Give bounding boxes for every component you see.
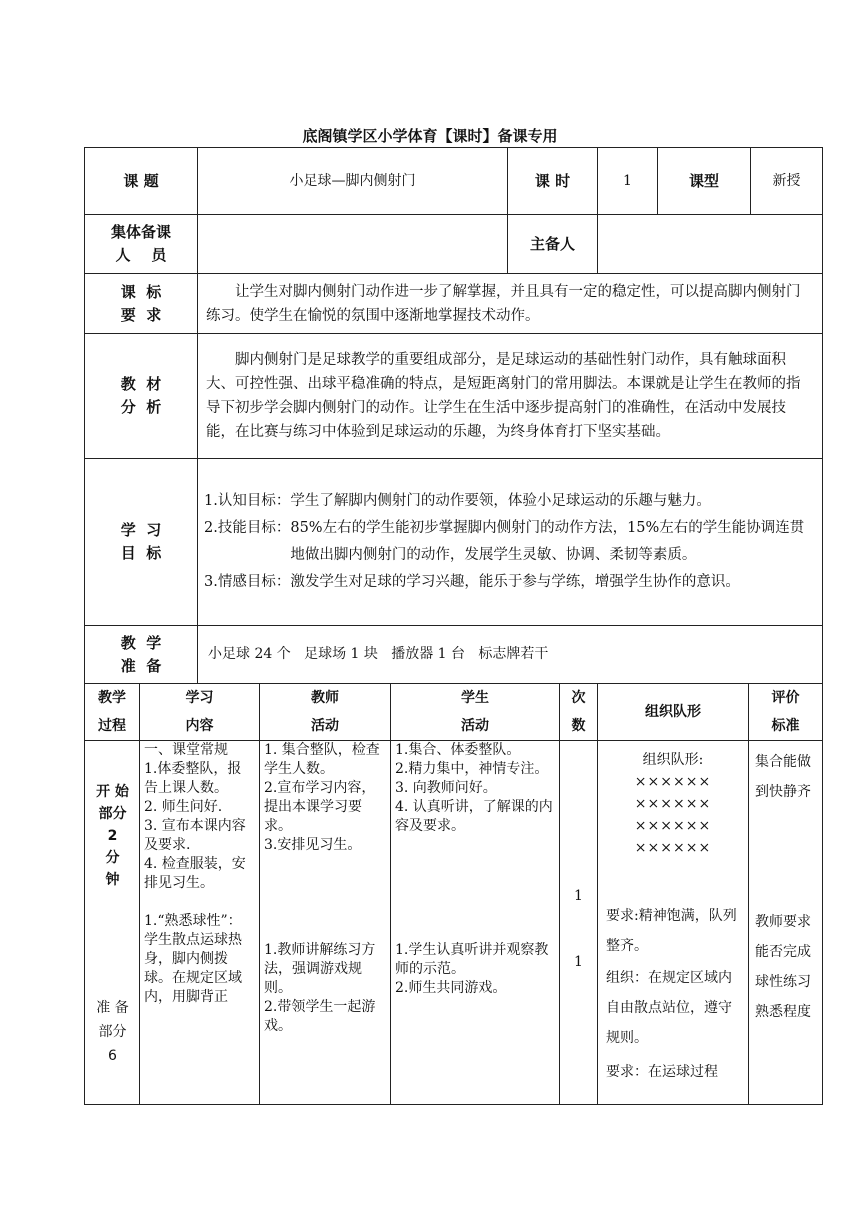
formation-row: ×××××× — [634, 818, 712, 834]
formation-cell — [598, 741, 749, 1105]
stage-start: 开 始 部分 2 分 钟 — [96, 784, 129, 888]
hours-label: 课 时 — [508, 148, 598, 215]
teacher-cell — [260, 741, 391, 1105]
goal-label: 3.情感目标： — [204, 574, 291, 590]
goals-list — [198, 459, 823, 626]
topic-value: 小足球—脚内侧射门 — [198, 148, 508, 215]
formation-diagram — [598, 749, 748, 859]
eval-criteria-2: 教师要求能否完成球性练习熟悉程度 — [755, 914, 811, 1020]
hours-value: 1 — [598, 148, 658, 215]
formation-row: ×××××× — [634, 774, 712, 790]
requirements-text: 让学生对脚内侧射门动作进一步了解掌握，并且具有一定的稳定性，可以提高脚内侧射门练习。使学生在愉悦的氛围中逐渐地掌握技术动作。 — [198, 274, 823, 334]
goal-text: 激发学生对足球的学习兴趣，能乐于参与学练，增强学生协作的意识。 — [290, 574, 740, 590]
eval-criteria-1: 集合能做到快静齐 — [755, 754, 811, 800]
analysis-label — [85, 334, 198, 459]
student-cell — [391, 741, 560, 1105]
prep-label-line-2: 准 备 — [120, 656, 162, 675]
header-formation: 组织队形 — [598, 684, 749, 741]
analysis-label-line-1: 教 材 — [120, 375, 162, 393]
content-cell: 一、课堂常规 1.体委整队，报告上课人数。 2. 师生问好. 3. 宣布本课内容及要求. 4. 检查服装，安排见习生。 1.“熟悉球性”：学生散点运球热身，脚内侧拨球。在规定区域内，用脚背正 — [140, 741, 260, 1105]
requirements-label — [85, 274, 198, 334]
goal-text: 学生了解脚内侧射门的动作要领，体验小足球运动的乐趣与魅力。 — [290, 493, 711, 509]
prep-label — [85, 626, 198, 684]
count-cell — [560, 741, 598, 1105]
formation-requirement: 要求:精神饱满，队列整齐。 — [606, 908, 737, 954]
lesson-process-table — [84, 683, 823, 1105]
formation-row: ×××××× — [634, 796, 712, 812]
prep-text: 小足球 24 个 足球场 1 块 播放器 1 台 标志牌若干 — [198, 626, 823, 684]
header-content: 学习 内容 — [140, 684, 260, 741]
stage-warmup: 准 备 部分 6 — [96, 1000, 129, 1064]
goal-item — [198, 515, 822, 569]
student-activity-2: 1.学生认真听讲并观察教师的示范。 2.师生共同游戏。 — [395, 942, 549, 996]
goal-item — [198, 488, 822, 515]
formation-title: 组织队形: — [642, 752, 704, 768]
page-title: 底阁镇学区小学体育【课时】备课专用 — [302, 127, 558, 145]
count-value: 1 — [574, 954, 583, 970]
teacher-activity-2: 1.教师讲解练习方法，强调游戏规则。 2.带领学生一起游戏。 — [264, 942, 376, 1034]
goals-label-line-1: 学 习 — [120, 521, 162, 539]
lead-value — [598, 215, 823, 274]
formation-requirement: 要求：在运球过程 — [606, 1064, 718, 1080]
topic-label: 课 题 — [85, 148, 198, 215]
requirements-label-line-1: 课 标 — [120, 282, 162, 301]
eval-cell — [749, 741, 823, 1105]
analysis-text: 脚内侧射门是足球教学的重要组成部分，是足球运动的基础性射门动作，具有触球面积大、可控性强、出球平稳准确的特点，是短距离射门的常用脚法。本课就是让学生在教师的指导下初步学会脚内侧射门的动作。让学生在生活中逐步提高射门的准确性，在活动中发展技能，在比赛与练习中体验到足球运动的乐趣，为终身体育打下坚实基础。 — [198, 334, 823, 459]
type-value: 新授 — [751, 148, 823, 215]
stage-cell — [85, 741, 140, 1105]
header-stage: 教学 过程 — [85, 684, 140, 741]
group-label-line-1: 集体备课 — [110, 223, 171, 241]
group-value — [198, 215, 508, 274]
goal-item — [198, 569, 822, 596]
prep-label-line-1: 教 学 — [120, 633, 162, 652]
header-eval: 评价 标准 — [749, 684, 823, 741]
formation-row: ×××××× — [634, 840, 712, 856]
teacher-activity-1: 1. 集合整队，检查学生人数。 2.宣布学习内容，提出本课学习要求。 3.安排见习生。 — [264, 742, 380, 853]
type-label: 课型 — [658, 148, 751, 215]
goal-label: 1.认知目标： — [204, 493, 291, 509]
goal-text: 85%左右的学生能初步掌握脚内侧射门的动作方法，15%左右的学生能协调连贯地做出脚内侧射门的动作，发展学生灵敏、协调、柔韧等素质。 — [290, 520, 805, 563]
lesson-info-table — [84, 147, 823, 684]
goals-label-line-2: 目 标 — [120, 544, 162, 562]
header-count: 次 数 — [560, 684, 598, 741]
lead-label: 主备人 — [508, 215, 598, 274]
goal-label: 2.技能目标： — [204, 520, 291, 536]
group-label — [85, 215, 198, 274]
group-label-line-2: 人 员 — [115, 246, 167, 264]
student-activity-1: 1.集合、体委整队。 2.精力集中，神情专注。 3. 向教师问好。 4. 认真听讲，了解课的内容及要求。 — [395, 742, 553, 834]
count-value: 1 — [574, 888, 583, 904]
header-teacher: 教师 活动 — [260, 684, 391, 741]
formation-organization: 组织：在规定区域内自由散点站位，遵守规则。 — [606, 970, 732, 1046]
requirements-label-line-2: 要 求 — [120, 305, 162, 324]
header-student: 学生 活动 — [391, 684, 560, 741]
analysis-label-line-2: 分 析 — [120, 398, 162, 416]
goals-label — [85, 459, 198, 626]
